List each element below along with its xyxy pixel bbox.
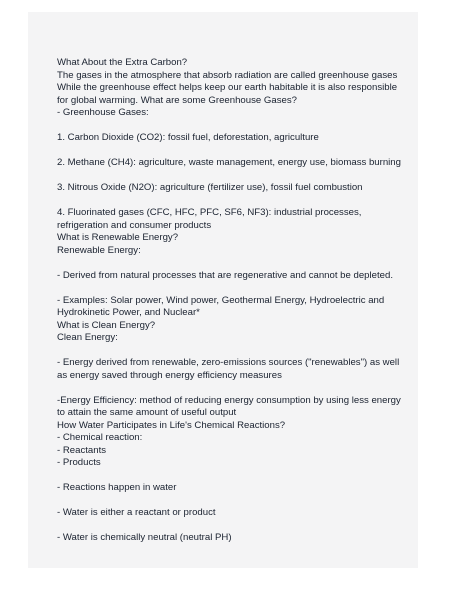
blank-line (57, 257, 423, 270)
list-item: - Products (57, 457, 101, 468)
list-heading: Renewable Energy: (57, 244, 141, 256)
blank-line (57, 345, 423, 358)
section-heading: What is Clean Energy? (57, 319, 156, 331)
list-item-continuation: Hydrokinetic Power, and Nuclear* (57, 307, 200, 318)
list-item: 2. Methane (CH4): agriculture, waste management, energy use, biomass burning (57, 157, 401, 168)
blank-line (57, 282, 423, 295)
list-heading: - Greenhouse Gases: (57, 107, 149, 118)
document-body (57, 57, 423, 545)
list-item-continuation: refrigeration and consumer products (57, 219, 212, 231)
list-item: -Energy Efficiency: method of reducing energy consumption by using less energy (57, 394, 401, 406)
blank-line (57, 382, 423, 395)
list-item: - Water is chemically neutral (neutral PH) (57, 532, 232, 543)
list-item: - Water is either a reactant or product (57, 507, 216, 518)
section-heading: How Water Participates in Life's Chemical Reactions? (57, 419, 286, 431)
blank-line (57, 170, 423, 183)
list-item: 3. Nitrous Oxide (N2O): agriculture (fertilizer use), fossil fuel combustion (57, 182, 363, 193)
list-item: 1. Carbon Dioxide (CO2): fossil fuel, deforestation, agriculture (57, 132, 319, 143)
list-item-continuation: as energy saved through energy efficiency measures (57, 369, 282, 381)
list-item: - Reactions happen in water (57, 482, 177, 493)
blank-line (57, 470, 423, 483)
blank-line (57, 120, 423, 133)
list-item: - Derived from natural processes that are regenerative and cannot be depleted. (57, 269, 393, 281)
list-item: - Examples: Solar power, Wind power, Geothermal Energy, Hydroelectric and (57, 294, 385, 306)
section-heading: What About the Extra Carbon? (57, 57, 188, 68)
text-line: While the greenhouse effect helps keep our earth habitable it is also responsible (57, 82, 398, 93)
blank-line (57, 145, 423, 158)
blank-line (57, 520, 423, 533)
text-line: for global warming. What are some Greenhouse Gases? (57, 94, 297, 106)
blank-line (57, 195, 423, 208)
list-item: - Energy derived from renewable, zero-emissions sources ("renewables") as well (57, 357, 400, 368)
list-item-continuation: to attain the same amount of useful output (57, 407, 237, 418)
text-line: The gases in the atmosphere that absorb radiation are called greenhouse gases (57, 69, 398, 81)
list-item: - Chemical reaction: (57, 432, 143, 443)
list-heading: Clean Energy: (57, 332, 118, 343)
list-item: - Reactants (57, 444, 107, 456)
section-heading: What is Renewable Energy? (57, 232, 179, 243)
list-item: 4. Fluorinated gases (CFC, HFC, PFC, SF6, NF3): industrial processes, (57, 207, 362, 218)
blank-line (57, 495, 423, 508)
